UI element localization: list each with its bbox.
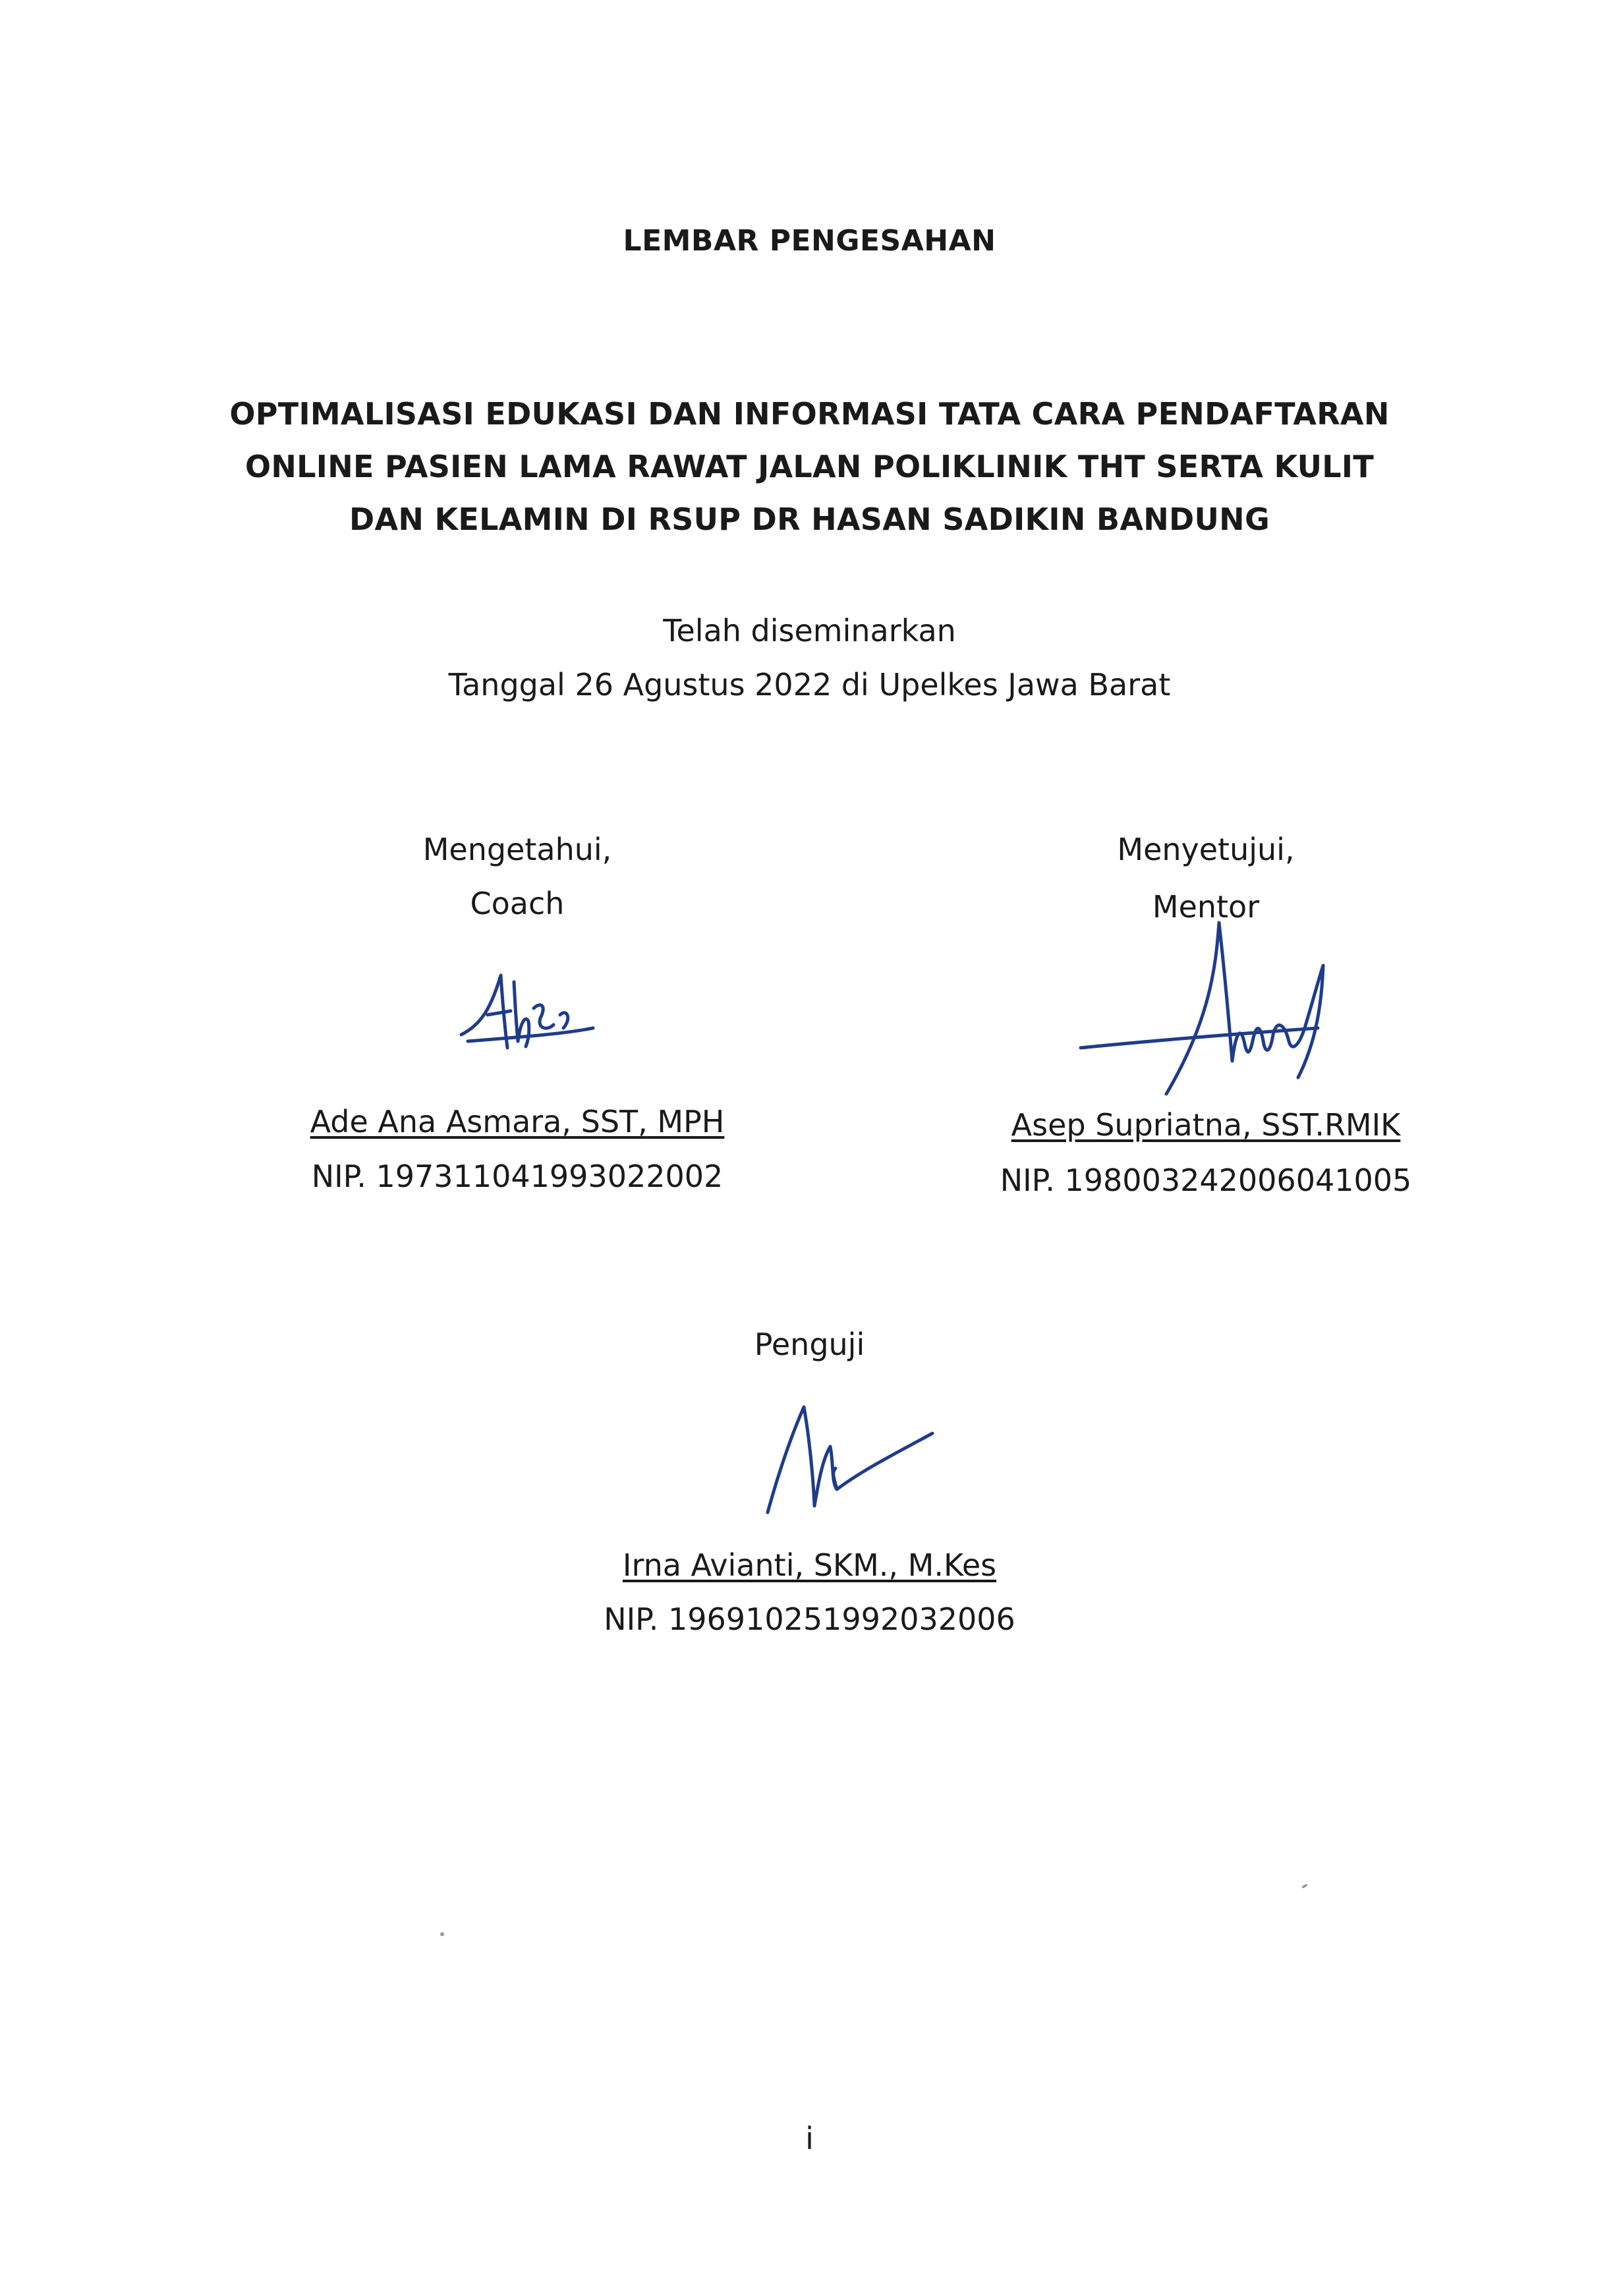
page-number: i [805,2121,814,2156]
coach-role: Coach [470,886,565,921]
scan-speck [1301,1883,1309,1889]
mentor-nip: NIP. 198003242006041005 [1000,1162,1412,1198]
title-line-2: ONLINE PASIEN LAMA RAWAT JALAN POLIKLINIK THT SERTA KULIT [244,449,1374,484]
seminar-date-line: Tanggal 26 Agustus 2022 di Upelkes Jawa Barat [448,667,1171,703]
title-line-1: OPTIMALISASI EDUKASI DAN INFORMASI TATA CARA PENDAFTARAN [229,396,1390,432]
mentor-name-text: Asep Supriatna, SST.RMIK [1011,1107,1401,1143]
examiner-signature [758,1397,955,1529]
coach-name [297,1104,738,1139]
mentor-intro: Menyetujui, [1117,832,1295,867]
coach-signature [455,969,613,1074]
title-line-3: DAN KELAMIN DI RSUP DR HASAN SADIKIN BANDUNG [349,502,1270,537]
mentor-name [988,1107,1423,1143]
examiner-nip: NIP. 196910251992032006 [604,1601,1015,1637]
mentor-signature [1067,909,1344,1107]
page-heading: LEMBAR PENGESAHAN [623,224,996,258]
seminar-line: Telah diseminarkan [663,613,956,648]
coach-name-text: Ade Ana Asmara, SST, MPH [310,1104,725,1139]
examiner-role: Penguji [754,1327,865,1362]
scan-speck [440,1932,444,1936]
examiner-name [0,1547,1619,1583]
examiner-name-text: Irna Avianti, SKM., M.Kes [622,1547,997,1583]
document-title [0,387,1619,546]
coach-intro: Mengetahui, [422,832,612,867]
coach-nip: NIP. 197311041993022002 [311,1159,724,1194]
mentor-role: Mentor [1152,889,1260,925]
